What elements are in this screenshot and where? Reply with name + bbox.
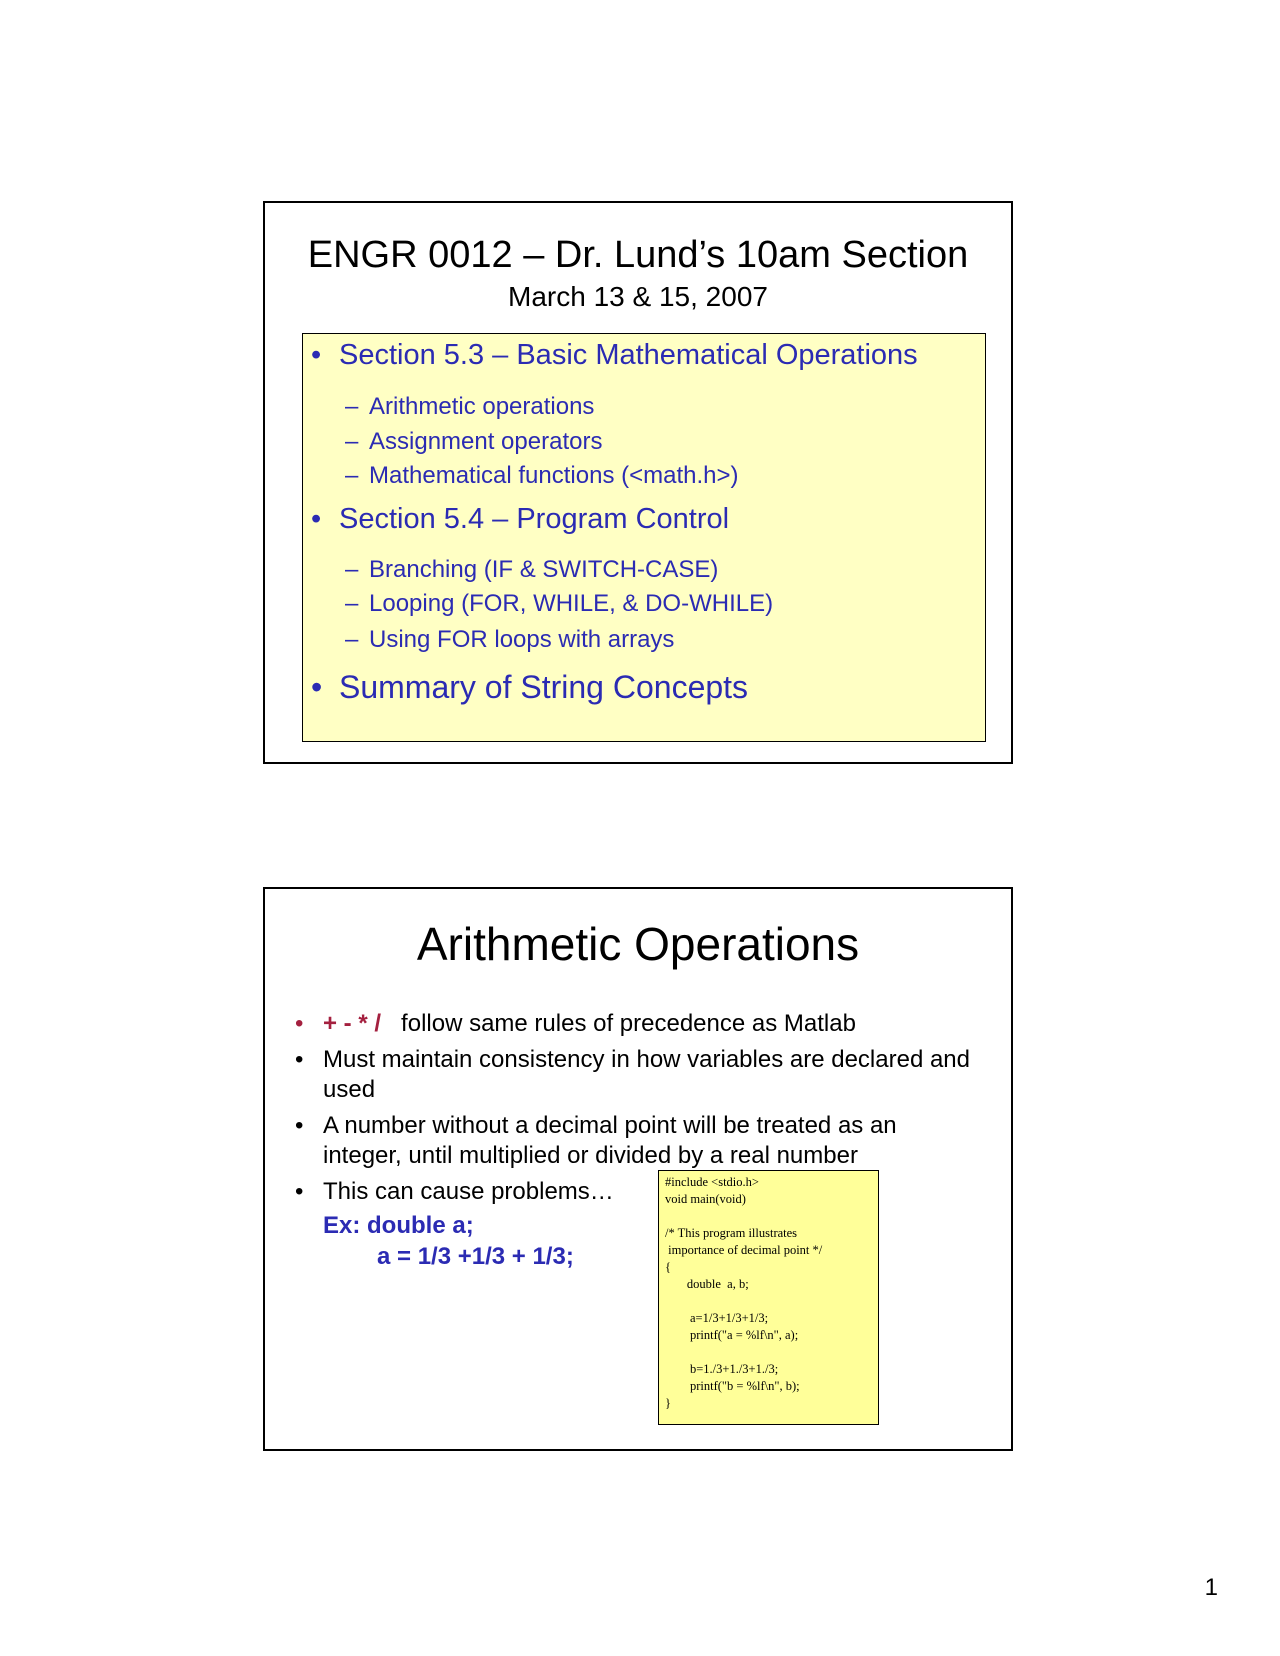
- topic-heading: • Summary of String Concepts: [311, 669, 749, 705]
- topic-subitem: – Looping (FOR, WHILE, & DO-WHILE): [345, 590, 774, 617]
- code-line: {: [665, 1260, 671, 1274]
- topics-box: [302, 333, 986, 742]
- topic-subitem: – Branching (IF & SWITCH-CASE): [345, 556, 719, 583]
- bullet-item: • This can cause problems…: [295, 1178, 614, 1205]
- bullet-item: • Must maintain consistency in how variables are declared and used: [295, 1046, 971, 1103]
- bullet: •: [311, 339, 322, 371]
- code-line: [665, 1208, 872, 1225]
- code-line: #include <stdio.h>: [665, 1175, 759, 1189]
- bullet: •: [295, 1010, 304, 1037]
- code-line: double a, b;: [665, 1277, 749, 1291]
- code-line: }: [665, 1396, 671, 1410]
- topic-subitem: – Mathematical functions (<math.h>): [345, 462, 739, 489]
- topic-subitem: – Using FOR loops with arrays: [345, 626, 675, 653]
- example-line: a = 1/3 +1/3 + 1/3;: [377, 1243, 574, 1270]
- bullet: •: [311, 503, 322, 535]
- topic-subitem: – Arithmetic operations: [345, 393, 595, 420]
- topic-heading: • Section 5.4 – Program Control: [311, 503, 730, 535]
- page-number: 1: [1204, 1574, 1218, 1601]
- bullet: •: [295, 1112, 304, 1139]
- code-line: [665, 1344, 872, 1361]
- code-line: [665, 1293, 872, 1310]
- slide-title: Arithmetic Operations: [416, 918, 860, 970]
- slide-arithmetic: [263, 887, 1013, 1451]
- operators-text: + - * /: [323, 1010, 382, 1037]
- slide-overview: [263, 201, 1013, 764]
- code-line: a=1/3+1/3+1/3;: [665, 1311, 769, 1325]
- code-line: printf("b = %lf\n", b);: [665, 1379, 800, 1393]
- slide-title: ENGR 0012 – Dr. Lund’s 10am Section: [307, 234, 969, 276]
- slide-date: March 13 & 15, 2007: [508, 281, 768, 312]
- code-line: /* This program illustrates: [665, 1226, 798, 1240]
- bullet: •: [295, 1178, 304, 1205]
- code-line: b=1./3+1./3+1./3;: [665, 1362, 779, 1376]
- code-line: void main(void): [665, 1192, 746, 1206]
- bullet-item: • A number without a decimal point will be treated as an integer, until multiplied or divided by a real number: [295, 1112, 897, 1169]
- bullet-item: • + - * / follow same rules of precedence as Matlab: [295, 1010, 856, 1037]
- code-line: printf("a = %lf\n", a);: [665, 1328, 799, 1342]
- code-line: importance of decimal point */: [665, 1243, 823, 1257]
- example-line: Ex: double a;: [323, 1212, 474, 1239]
- topic-heading: • Section 5.3 – Basic Mathematical Operations: [311, 339, 918, 371]
- bullet: •: [295, 1046, 304, 1073]
- code-sample: [658, 1170, 879, 1425]
- bullet: •: [311, 669, 323, 705]
- topic-subitem: – Assignment operators: [345, 428, 603, 455]
